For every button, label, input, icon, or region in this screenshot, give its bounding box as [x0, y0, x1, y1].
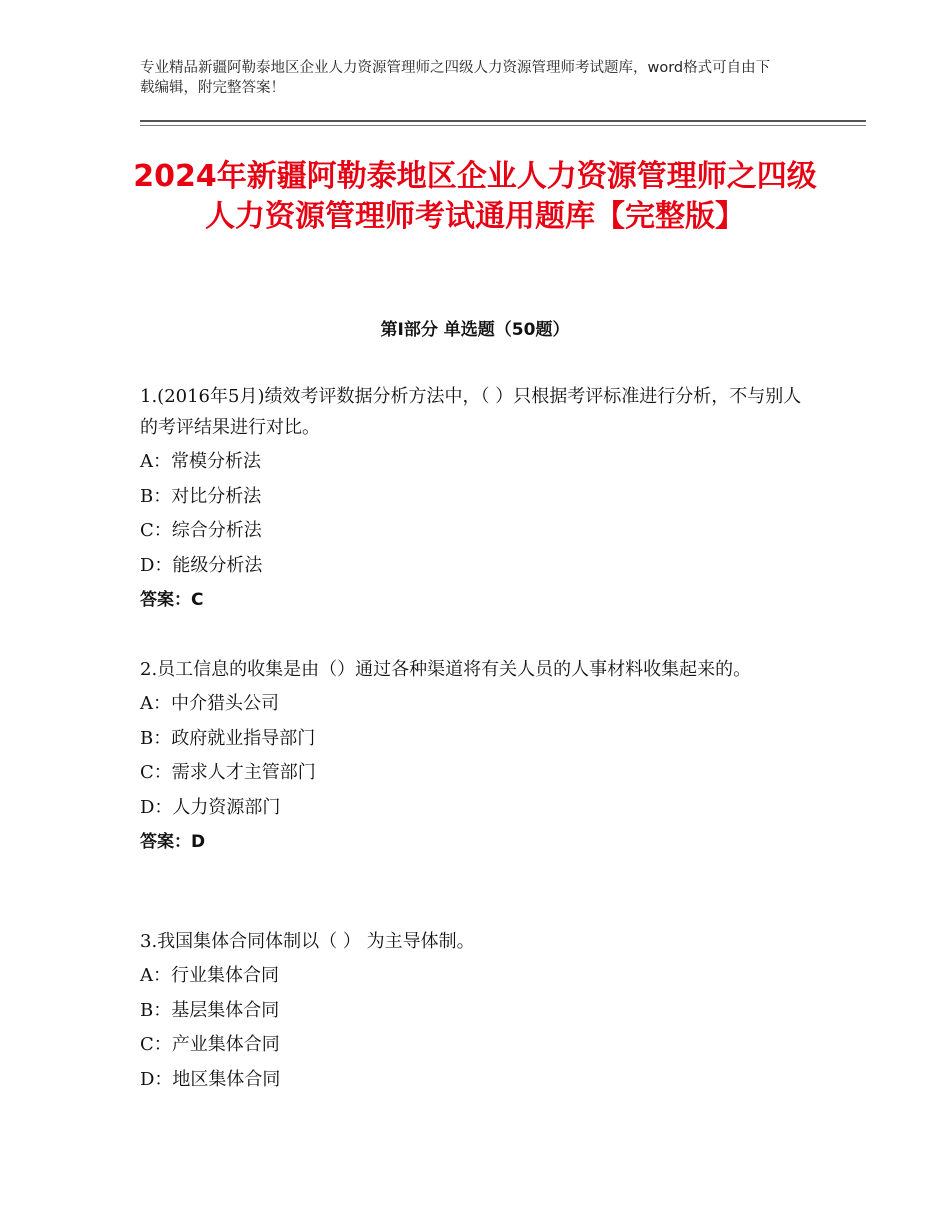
option-a: A：行业集体合同 [140, 965, 279, 986]
option-a: A：常模分析法 [140, 451, 261, 472]
option-a: A：中介猎头公司 [140, 693, 279, 714]
question-stem: 3.我国集体合同体制以（ ） 为主导体制。 [140, 931, 475, 952]
header-rule-thin [140, 125, 866, 126]
answer-label: 答案：D [140, 832, 206, 852]
question-2 [140, 654, 810, 860]
question-stem: 1.(2016年5月)绩效考评数据分析方法中，（ ）只根据考评标准进行分析，不与别人的考评结果进行对比。 [140, 386, 802, 438]
option-b: B：基层集体合同 [140, 999, 280, 1021]
option-b: B：对比分析法 [140, 485, 262, 507]
option-c: C：需求人才主管部门 [140, 762, 316, 783]
option-d: D：能级分析法 [140, 554, 263, 576]
question-stem: 2.员工信息的收集是由（）通过各种渠道将有关人员的人事材料收集起来的。 [140, 659, 752, 680]
question-1 [140, 381, 810, 618]
page-header: 专业精品新疆阿勒泰地区企业人力资源管理师之四级人力资源管理师考试题库，word格式可自由下载编辑，附完整答案！ [140, 60, 771, 96]
option-d: D：地区集体合同 [140, 1068, 281, 1090]
option-c: C：综合分析法 [140, 520, 262, 541]
option-d: D：人力资源部门 [140, 796, 281, 818]
option-b: B：政府就业指导部门 [140, 727, 316, 749]
section-heading: 第Ⅰ部分 单选题（50题） [380, 320, 570, 340]
header-rule-thick [140, 120, 866, 122]
answer-label: 答案：C [140, 590, 204, 610]
question-3 [140, 926, 810, 1097]
option-c: C：产业集体合同 [140, 1034, 280, 1055]
document-title: 2024年新疆阿勒泰地区企业人力资源管理师之四级人力资源管理师考试通用题库【完整版】 [133, 159, 817, 234]
